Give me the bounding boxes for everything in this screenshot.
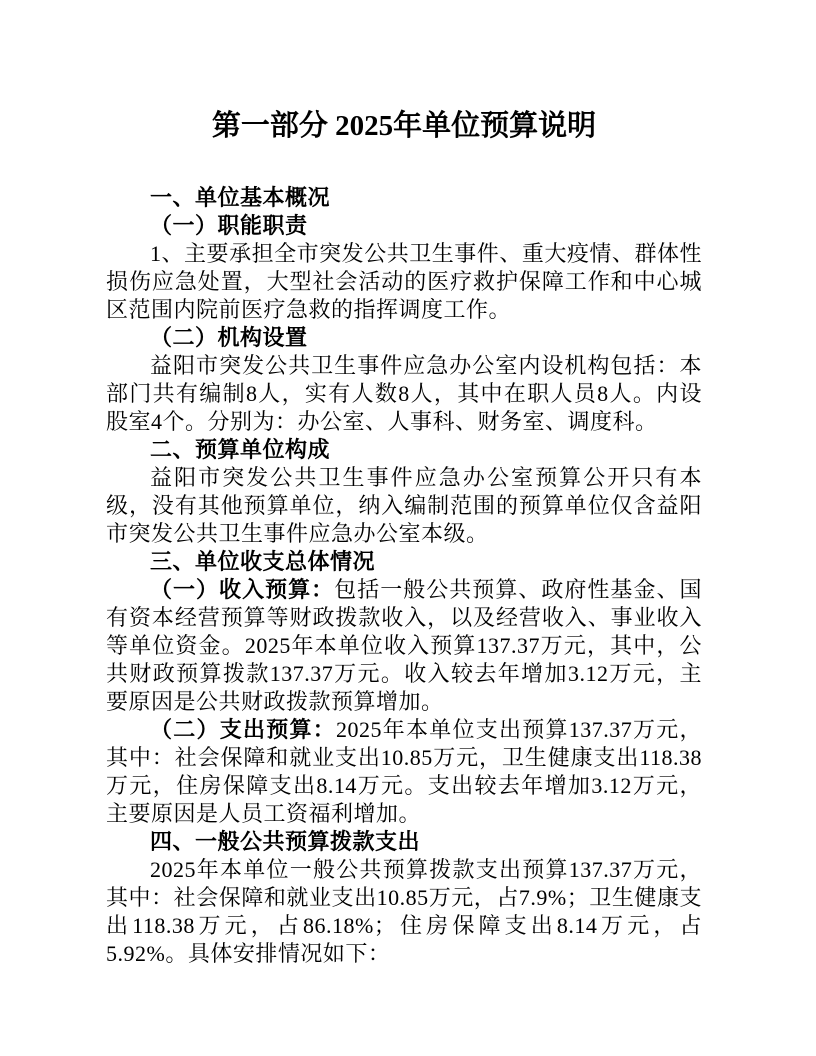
income-budget-label: （一）收入预算：: [150, 577, 335, 602]
paragraph-income-budget: [106, 576, 702, 716]
heading-revenue-expenditure-overview: 三、单位收支总体情况: [150, 549, 376, 574]
heading-general-public-budget-expenditure: 四、一般公共预算拨款支出: [150, 829, 421, 854]
paragraph-functions-duties: 1、主要承担全市突发公共卫生事件、重大疫情、群体性损伤应急处置，大型社会活动的医疗救护保障工作和中心城区范围内院前医疗急救的指挥调度工作。: [106, 241, 702, 322]
document-body: [106, 184, 702, 968]
paragraph-expenditure-budget: [106, 716, 702, 828]
income-budget-text: 包括一般公共预算、政府性基金、国有资本经营预算等财政拨款收入，以及经营收入、事业收入等单位资金。2025年本单位收入预算137.37万元，其中，公共财政预算拨款137.37万元。收入较去年增加3.12万元，主要原因是公共财政拨款预算增加。: [106, 577, 702, 714]
expenditure-budget-label: （二）支出预算：: [150, 717, 336, 742]
heading-organization-setup: （二）机构设置: [150, 325, 308, 350]
document-title: 第一部分 2025年单位预算说明: [211, 110, 597, 142]
paragraph-general-public-budget-expenditure: 2025年本单位一般公共预算拨款支出预算137.37万元，其中：社会保障和就业支出10.85万元，占7.9%；卫生健康支出118.38万元，占86.18%；住房保障支出8.14万元，占5.92%。具体安排情况如下：: [106, 857, 702, 966]
heading-unit-overview: 一、单位基本概况: [150, 185, 331, 210]
heading-budget-unit-composition: 二、预算单位构成: [150, 437, 331, 462]
paragraph-budget-unit-composition: 益阳市突发公共卫生事件应急办公室预算公开只有本级，没有其他预算单位，纳入编制范围的预算单位仅含益阳市突发公共卫生事件应急办公室本级。: [106, 465, 702, 546]
heading-functions-duties: （一）职能职责: [150, 213, 308, 238]
paragraph-organization-setup: 益阳市突发公共卫生事件应急办公室内设机构包括：本部门共有编制8人，实有人数8人，其中在职人员8人。内设股室4个。分别为：办公室、人事科、财务室、调度科。: [106, 353, 702, 434]
expenditure-budget-text: 2025年本单位支出预算137.37万元，其中：社会保障和就业支出10.85万元，卫生健康支出118.38万元，住房保障支出8.14万元。支出较去年增加3.12万元，主要原因是人员工资福利增加。: [106, 717, 702, 826]
